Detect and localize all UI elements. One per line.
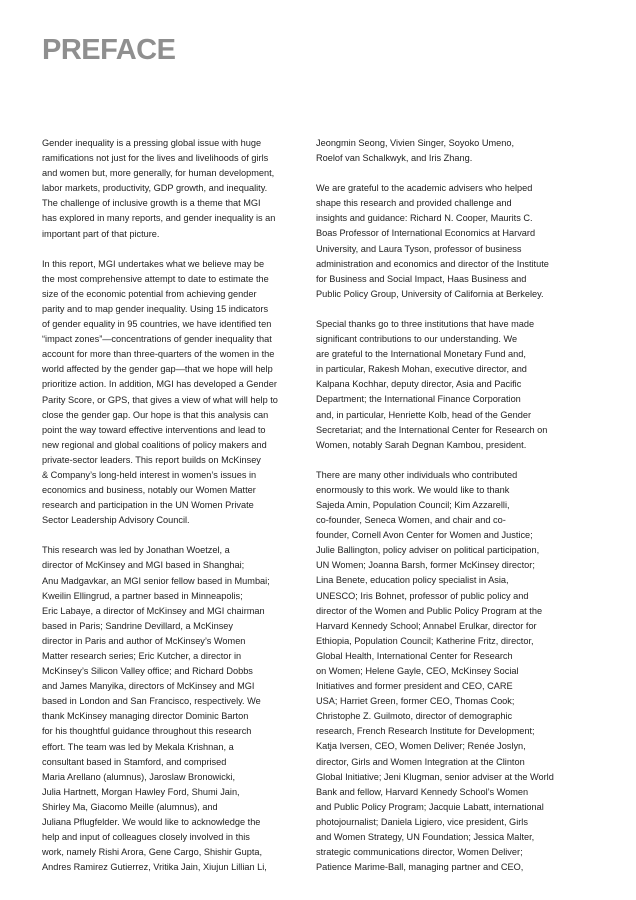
text-line: point the way toward effective interventions and lead to [42,424,266,435]
text-line: Global Initiative; Jeni Klugman, senior adviser at the World [316,771,554,782]
text-line: important part of that picture. [42,228,160,239]
text-line: private-sector leaders. This report builds on McKinsey [42,454,261,465]
text-line: In this report, MGI undertakes what we believe may be [42,258,265,269]
text-line: Kweilin Ellingrud, a partner based in Minneapolis; [42,590,243,601]
text-line: Sector Leadership Advisory Council. [42,515,190,526]
text-line: Department; the International Finance Corporation [316,394,521,405]
page-title: PREFACE [42,34,176,66]
text-line: Anu Madgavkar, an MGI senior fellow based in Mumbai; [42,575,270,586]
text-line: administration and economics and director of the Institute [316,258,549,269]
text-line: size of the economic potential from achieving gender [42,288,257,299]
paragraph [42,136,294,242]
text-line: and James Manyika, directors of McKinsey and MGI [42,681,255,692]
text-line: Initiatives and former president and CEO, CARE [316,681,513,692]
text-line: on Women; Helene Gayle, CEO, McKinsey Social [316,666,519,676]
text-line: The challenge of inclusive growth is a theme that MGI [42,198,261,209]
text-line: account for more than three-quarters of the women in the [42,349,275,360]
text-line: University, and Laura Tyson, professor of business [316,243,522,254]
text-line: This research was led by Jonathan Woetzel, a [42,545,230,556]
text-line: research, French Research Institute for Development; [316,726,535,737]
text-line: Ethiopia, Population Council; Katherine Fritz, director, [316,635,534,646]
text-line: director, Girls and Women Integration at the Clinton [316,756,525,767]
text-line: help and input of colleagues closely involved in this [42,832,250,843]
text-line: Secretariat; and the International Center for Research on [316,424,548,435]
text-line: Boas Professor of International Economics at Harvard [316,228,536,239]
left-column [42,136,294,890]
text-line: the most comprehensive attempt to date to estimate the [42,273,269,284]
text-line: We are grateful to the academic advisers who helped [316,183,533,194]
paragraph [316,468,576,876]
text-line: for his thoughtful guidance throughout this research [42,726,252,737]
text-line: director in Paris and author of McKinsey’s Women [42,635,246,646]
text-line: world affected by the gender gap—that we hope will help [42,364,273,375]
text-line: Roelof van Schalkwyk, and Iris Zhang. [316,153,473,164]
text-line: Bank and fellow, Harvard Kennedy School’s Women [316,786,529,797]
text-line: McKinsey’s Silicon Valley office; and Richard Dobbs [42,666,253,677]
text-line: photojournalist; Daniela Ligiero, vice president, Girls [316,816,528,827]
text-line: Kalpana Kochhar, deputy director, Asia and Pacific [316,379,522,390]
text-line: work, namely Rishi Arora, Gene Cargo, Shishir Gupta, [42,847,263,858]
text-line: and Public Policy Program; Jacquie Labatt, international [316,801,544,812]
text-line: and women but, more generally, for human development, [42,168,275,179]
text-line: Maria Arellano (alumnus), Jaroslaw Bronowicki, [42,771,236,782]
text-line: Katja Iversen, CEO, Women Deliver; Renée Joslyn, [316,741,526,752]
text-line: Parity Score, or GPS, that gives a view of what will help to [42,394,278,405]
paragraph [316,317,576,453]
text-line: founder, Cornell Avon Center for Women and Justice; [316,530,533,541]
text-line: Global Health, International Center for Research [316,650,513,661]
text-line: Public Policy Group, University of California at Berkeley. [316,288,544,299]
text-line: effort. The team was led by Mekala Krishnan, a [42,741,234,752]
text-line: strategic communications director, Women Deliver; [316,847,523,858]
text-line: Patience Marime-Ball, managing partner and CEO, [316,862,524,873]
text-line: parity and to map gender inequality. Using 15 indicators [42,303,269,314]
text-line: director of McKinsey and MGI based in Shanghai; [42,560,245,571]
text-line: and, in particular, Henriette Kolb, head of the Gender [316,409,532,420]
text-line: economics and business, notably our Women Matter [42,485,256,496]
text-line: Gender inequality is a pressing global issue with huge [42,138,262,148]
text-line: prioritize action. In addition, MGI has developed a Gender [42,379,277,390]
text-line: director of the Women and Public Policy Program at the [316,605,543,616]
text-line: Christophe Z. Guilmoto, director of demographic [316,711,513,722]
text-line: USA; Harriet Green, former CEO, Thomas Cook; [316,696,515,707]
text-line: Julie Ballington, policy adviser on political participation, [316,545,540,556]
text-line: Julia Hartnett, Morgan Hawley Ford, Shumi Jain, [42,786,240,797]
text-line: Sajeda Amin, Population Council; Kim Azzarelli, [316,499,510,510]
text-line: UN Women; Joanna Barsh, former McKinsey director; [316,560,535,571]
text-line: enormously to this work. We would like to thank [316,484,510,495]
text-line: Harvard Kennedy School; Annabel Erulkar, director for [316,620,537,631]
text-line: in particular, Rakesh Mohan, executive director, and [316,364,527,375]
text-line: has explored in many reports, and gender inequality is an [42,213,276,224]
paragraph [316,136,576,166]
text-line: Eric Labaye, a director of McKinsey and MGI chairman [42,605,265,616]
text-line: ramifications not just for the lives and livelihoods of girls [42,153,269,164]
paragraph [42,257,294,529]
text-line: There are many other individuals who contributed [316,469,518,480]
text-line: Juliana Pflugfelder. We would like to acknowledge the [42,817,261,828]
paragraph [42,543,294,875]
text-line: of gender equality in 95 countries, we have identified ten [42,319,272,330]
text-line: based in Paris; Sandrine Devillard, a McKinsey [42,620,233,631]
right-column [316,136,576,890]
text-line: for Business and Social Impact, Haas Business and [316,273,527,284]
text-line: shape this research and provided challenge and [316,198,512,209]
text-line: UNESCO; Iris Bohnet, professor of public policy and [316,590,529,601]
text-line: close the gender gap. Our hope is that this analysis can [42,409,269,420]
text-line: significant contributions to our understanding. We [316,334,518,345]
text-line: Special thanks go to three institutions that have made [316,318,535,329]
text-line: Women, notably Sarah Degnan Kambou, president. [316,439,527,450]
text-line: & Company’s long-held interest in women’s issues in [42,469,257,480]
text-line: new regional and global coalitions of policy makers and [42,439,267,450]
text-line: Lina Benete, education policy specialist in Asia, [316,575,509,586]
text-line: consultant based in Stamford, and comprised [42,756,227,767]
text-line: and Women Strategy, UN Foundation; Jessica Malter, [316,832,535,843]
text-line: thank McKinsey managing director Dominic Barton [42,711,249,722]
text-line: are grateful to the International Monetary Fund and, [316,349,526,360]
text-line: insights and guidance: Richard N. Cooper, Maurits C. [316,213,533,224]
text-line: Matter research series; Eric Kutcher, a director in [42,651,242,661]
text-line: Andres Ramirez Gutierrez, Vritika Jain, Xiujun Lillian Li, [42,862,267,873]
text-line: research and participation in the UN Women Private [42,500,254,511]
text-line: Jeongmin Seong, Vivien Singer, Soyoko Umeno, [316,138,514,148]
paragraph [316,181,576,302]
text-line: Shirley Ma, Giacomo Meille (alumnus), and [42,801,218,812]
text-line: based in London and San Francisco, respectively. We [42,696,261,707]
text-line: “impact zones”—concentrations of gender inequality that [42,334,272,345]
text-line: labor markets, productivity, GDP growth, and inequality. [42,183,268,194]
text-line: co-founder, Seneca Women, and chair and co- [316,515,506,526]
